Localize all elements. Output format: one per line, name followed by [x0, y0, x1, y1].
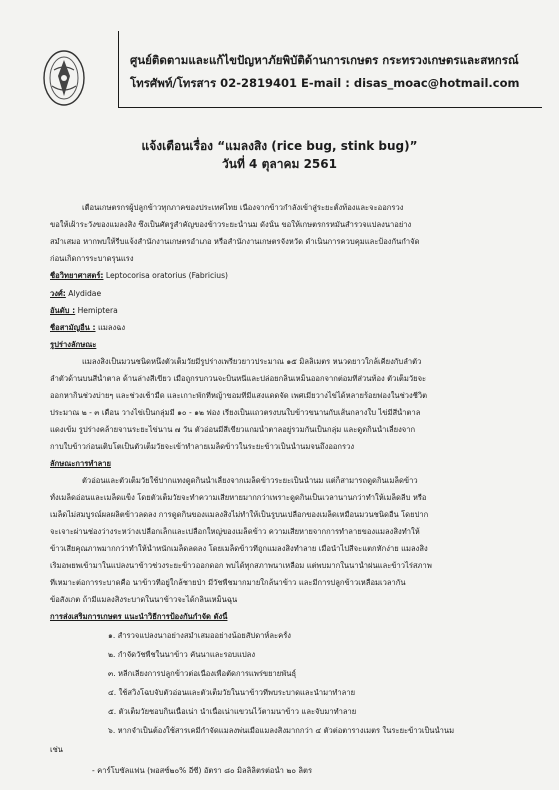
family-label: วงศ์: [50, 289, 66, 298]
guidance-item: ๖. หากจำเป็นต้องใช้สารเคมีกำจัดแมลงพ่นเมื่อแมลงสิงมากกว่า ๔ ตัวต่อตารางเมตร ในระยะข้าวเป็นน้ำนม [108, 726, 455, 735]
intro-line: สม่ำเสมอ หากพบให้รีบแจ้งสำนักงานเกษตรอำเภอ หรือสำนักงานเกษตรจังหวัด ดำเนินการควบคุมและป้องกันกำจัด [50, 237, 420, 246]
common-name-label: ชื่อสามัญอื่น : [50, 323, 96, 332]
morphology-line: ประมาณ ๒ - ๓ เดือน วางไข่เป็นกลุ่มมี ๑๐ - ๑๒ ฟอง เรียงเป็นแถวตรงบนใบข้าวขนานกับเส้นกลางใบ ไข่มีสีน้ำตาล [50, 408, 421, 417]
organization-name: ศูนย์ติดตามและแก้ไขปัญหาภัยพิบัติด้านการเกษตร กระทรวงเกษตรและสหกรณ์ [130, 53, 519, 67]
damage-line: เมล็ดไม่สมบูรณ์ผลผลิตข้าวลดลง การดูดกินของแมลงสิงไม่ทำให้เป็นรูบนเปลือกของเมล็ดเหมือนมวนชนิดอื่น โดยปาก [50, 510, 429, 519]
damage-line: ทั้งเมล็ดอ่อนและเมล็ดแข็ง โดยตัวเต็มวัยจะทำความเสียหายมากกว่าเพราะดูดกินเป็นเวลานานกว่าทำให้เมล็ดลีบ หรือ [50, 493, 427, 502]
contact-info: โทรศัพท์/โทรสาร 02-2819401 E-mail : disas_moac@hotmail.com [130, 76, 520, 90]
scientific-name-row [50, 271, 540, 281]
morphology-heading: รูปร่างลักษณะ [50, 340, 97, 349]
ministry-emblem-logo [40, 48, 88, 108]
alert-date: วันที่ 4 ตุลาคม 2561 [222, 157, 337, 171]
damage-heading: ลักษณะการทำลาย [50, 459, 111, 468]
guidance-item: ๑. สำรวจแปลงนาอย่างสม่ำเสมออย่างน้อยสัปดาห์ละครั้ง [108, 631, 291, 640]
common-name-row [50, 323, 540, 333]
guidance-item: ๕. ตัวเต็มวัยชอบกินเนื้อเน่า นำเนื้อเน่าแขวนไว้ตามนาข้าว และจับมาทำลาย [108, 707, 357, 716]
intro-line: ขอให้เฝ้าระวังของแมลงสิง ซึ่งเป็นศัตรูสำคัญของข้าวระยะน้ำนม ดังนั้น ขอให้เกษตรกรหมั่นสำรวจแปลงนาอย่าง [50, 220, 412, 229]
morphology-line: ออกหากินช่วงบ่ายๆ และช่วงเช้ามืด และเกาะพักที่หญ้าขอมที่มีแสงแดดจัด เพศเมียวางไข่ได้หลายร้อยฟองในช่วงชีวิต [50, 391, 428, 400]
scientific-name-value: Leptocorisa oratorius (Fabricius) [103, 271, 228, 280]
order-row [50, 306, 540, 316]
damage-line: ตัวอ่อนและตัวเต็มวัยใช้ปากแทงดูดกินน้ำเลี้ยงจากเมล็ดข้าวระยะเป็นน้ำนม แต่ก็สามารถดูดกินเมล็ดข้าว [82, 476, 418, 485]
guidance-item: ๒. กำจัดวัชพืชในนาข้าว คันนาและรอบแปลง [108, 650, 256, 659]
guidance-item: ๔. ใช้สวิงโฉบจับตัวอ่อนและตัวเต็มวัยในนาข้าวที่พบระบาดและนำมาทำลาย [108, 688, 356, 697]
guidance-heading: การส่งเสริมการเกษตร แนะนำวิธีการป้องกันกำจัด ดังนี้ [50, 612, 228, 621]
scientific-name-label: ชื่อวิทยาศาสตร์: [50, 271, 104, 280]
damage-line: ข้อสังเกต ถ้ามีแมลงสิงระบาดในนาข้าวจะได้กลิ่นเหม็นฉุน [50, 595, 238, 604]
damage-line: ที่เหมาะต่อการระบาดคือ นาข้าวที่อยู่ใกล้ชายป่า มีวัชพืชมากมายใกล้นาข้าว และมีการปลูกข้าวเหลื่อมเวลากัน [50, 578, 406, 587]
damage-line: จะเจาะผ่านช่องว่างระหว่างเปลือกเล็กและเปลือกใหญ่ของเมล็ดข้าว ความเสียหายจากการทำลายของแมลงสิงทำให้ [50, 527, 420, 536]
morphology-line: แมลงสิงเป็นมวนชนิดหนึ่งตัวเต็มวัยมีรูปร่างเพรียวยาวประมาณ ๑๕ มิลลิเมตร หนวดยาวใกล้เคียงกับลำตัว [82, 357, 422, 366]
family-row [50, 289, 540, 299]
intro-line: ก่อนเกิดการระบาดรุนแรง [50, 254, 134, 263]
morphology-line: ลำตัวด้านบนสีน้ำตาล ด้านล่างสีเขียว เมื่อถูกรบกวนจะบินหนีและปล่อยกลิ่นเหม็นออกจากต่อมที่ส่วนท้อง ตัวเต็มวัยจะ [50, 374, 427, 383]
chemical-recommendation: - คาร์โบซัลแฟน (พอสซ์๒๐% อีซี) อัตรา ๘๐ มิลลิลิตรต่อน้ำ ๒๐ ลิตร [92, 766, 313, 775]
guidance-item: ๓. หลีกเลี่ยงการปลูกข้าวต่อเนื่องเพื่อตัดการแพร่ขยายพันธุ์ [108, 669, 297, 678]
intro-line: เตือนเกษตรกรผู้ปลูกข้าวทุกภาคของประเทศไทย เนื่องจากข้าวกำลังเข้าสู่ระยะตั้งท้องและจะออกรวง [82, 203, 404, 212]
alert-title: แจ้งเตือนเรื่อง “แมลงสิง (rice bug, stink bug)” [141, 139, 418, 153]
damage-line: เริ่มอพยพเข้ามาในแปลงนาข้าวช่วงระยะข้าวออกดอก พบได้ทุกสภาพนาเหลือม แต่พบมากในนาน้ำฝนและข้าวไร่สภาพ [50, 561, 432, 570]
family-value: Alydidae [65, 289, 102, 298]
morphology-line: กาบใบข้าวก่อนเติบโตเป็นตัวเต็มวัยจะเข้าทำลายเมล็ดข้าวในระยะข้าวเป็นน้ำนมจนถึงออกรวง [50, 442, 355, 451]
guidance-continuation: เช่น [50, 745, 63, 754]
order-value: Hemiptera [75, 306, 118, 315]
common-name-value: แมลงฉง [95, 323, 126, 332]
order-label: อันดับ : [50, 306, 76, 315]
damage-line: ข้าวเสียคุณภาพมากกว่าทำให้น้ำหนักเมล็ดลดลง โดยเมล็ดข้าวที่ถูกแมลงสิงทำลาย เมื่อนำไปสีจะแตกหักง่าย แมลงสิง [50, 544, 428, 553]
morphology-line: แดงเข้ม รูปร่างคล้ายจานระยะไข่นาน ๗ วัน ตัวอ่อนมีสีเขียวแกมน้ำตาลอยู่รวมกันเป็นกลุ่ม และดูดกินน้ำเลี้ยงจาก [50, 425, 416, 434]
